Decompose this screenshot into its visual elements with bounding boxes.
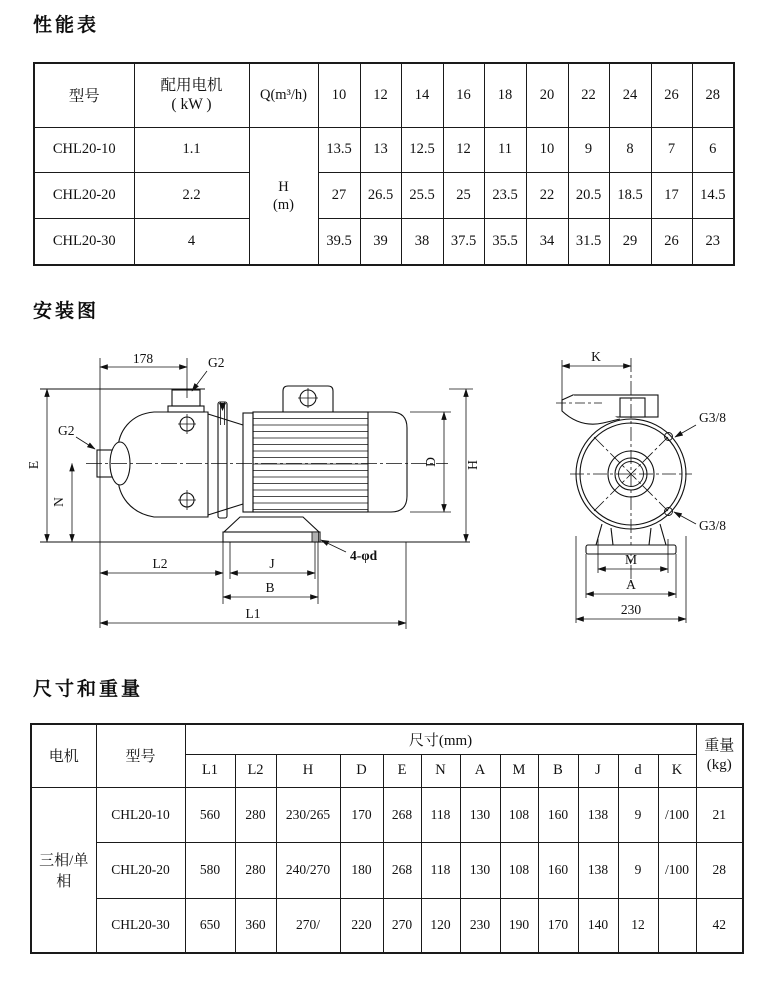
dims-value-cell: 138 xyxy=(578,842,618,898)
perf-value-cell: 12 xyxy=(443,127,484,172)
dims-value-cell: 118 xyxy=(421,842,460,898)
dims-value-cell: 170 xyxy=(340,787,383,842)
dims-col-header: B xyxy=(538,754,578,787)
dim-label-b: B xyxy=(265,580,275,595)
perf-header-flow-value: 18 xyxy=(484,63,526,127)
dims-weight-cell: 28 xyxy=(696,842,743,898)
perf-value-cell: 10 xyxy=(526,127,568,172)
plug-label-upper: G3/8 xyxy=(699,410,726,425)
dims-header-row-group xyxy=(31,724,743,754)
dims-value-cell: /100 xyxy=(658,842,696,898)
perf-value-cell: 17 xyxy=(651,172,692,218)
perf-value-cell: 7 xyxy=(651,127,692,172)
perf-head-line1: H xyxy=(278,178,289,195)
perf-value-cell: 38 xyxy=(401,218,443,265)
installation-drawing xyxy=(0,340,780,642)
perf-value-cell: 39.5 xyxy=(318,218,360,265)
dims-value-cell: 220 xyxy=(340,898,383,953)
dims-value-cell: /100 xyxy=(658,787,696,842)
perf-value-cell: 25 xyxy=(443,172,484,218)
port-label-g2-top: G2 xyxy=(208,355,225,370)
dims-value-cell: 138 xyxy=(578,787,618,842)
perf-value-cell: 39 xyxy=(360,218,401,265)
dim-label-k: K xyxy=(591,349,601,364)
side-view-drawing xyxy=(26,351,480,629)
dims-value-cell: 580 xyxy=(185,842,235,898)
dims-value-cell: 9 xyxy=(618,842,658,898)
side-dimension-lines xyxy=(47,358,473,629)
perf-value-cell: 22 xyxy=(526,172,568,218)
dim-label-n: N xyxy=(51,497,66,507)
perf-header-flow-value: 26 xyxy=(651,63,692,127)
table-row xyxy=(34,172,734,218)
dims-value-cell: 270/ xyxy=(276,898,340,953)
dims-value-cell: 360 xyxy=(235,898,276,953)
perf-value-cell: 37.5 xyxy=(443,218,484,265)
dim-label-h: H xyxy=(465,460,480,470)
perf-header-flow: Q(m³/h) xyxy=(249,63,318,127)
dims-model-cell: CHL20-30 xyxy=(96,898,185,953)
end-view-drawing xyxy=(556,349,726,623)
dimensions-table xyxy=(30,723,744,954)
perf-header-model: 型号 xyxy=(34,63,134,127)
dims-value-cell: 180 xyxy=(340,842,383,898)
perf-header-flow-value: 16 xyxy=(443,63,484,127)
dims-value-cell: 190 xyxy=(500,898,538,953)
perf-header-flow-value: 12 xyxy=(360,63,401,127)
dims-value-cell: 120 xyxy=(421,898,460,953)
perf-value-cell: 11 xyxy=(484,127,526,172)
dims-value-cell: 280 xyxy=(235,787,276,842)
installation-title: 安装图 xyxy=(33,301,100,322)
perf-value-cell: 14.5 xyxy=(692,172,734,218)
dims-weight-cell: 21 xyxy=(696,787,743,842)
plug-label-lower: G3/8 xyxy=(699,518,726,533)
perf-header-motor-line1: 配用电机 xyxy=(160,76,223,94)
dims-header-model: 型号 xyxy=(96,724,185,787)
perf-head-line2: (m) xyxy=(273,196,294,213)
dims-motor-type-cell: 三相/单相 xyxy=(31,787,96,953)
perf-header-motor-line2: ( kW ) xyxy=(171,96,212,114)
dims-value-cell: 268 xyxy=(383,842,421,898)
dims-col-header: L1 xyxy=(185,754,235,787)
perf-value-cell: 23.5 xyxy=(484,172,526,218)
dims-value-cell: 230/265 xyxy=(276,787,340,842)
perf-value-cell: 6 xyxy=(692,127,734,172)
perf-value-cell: 35.5 xyxy=(484,218,526,265)
dim-label-d: D xyxy=(423,457,438,467)
dims-value-cell: 268 xyxy=(383,787,421,842)
dims-header-weight-line2: (kg) xyxy=(706,756,732,773)
perf-value-cell: 34 xyxy=(526,218,568,265)
dims-value-cell: 240/270 xyxy=(276,842,340,898)
dims-col-header: L2 xyxy=(235,754,276,787)
dim-label-l1: L1 xyxy=(245,606,261,621)
perf-header-flow-value: 22 xyxy=(568,63,609,127)
support-foot xyxy=(223,517,320,542)
perf-head-merged-cell xyxy=(249,127,318,265)
dims-col-header: E xyxy=(383,754,421,787)
port-label-g2-suction: G2 xyxy=(58,423,75,438)
perf-model-cell: CHL20-20 xyxy=(34,172,134,218)
table-row xyxy=(31,898,743,953)
perf-value-cell: 13.5 xyxy=(318,127,360,172)
motor-fins xyxy=(253,419,368,510)
perf-header-flow-value: 20 xyxy=(526,63,568,127)
table-row xyxy=(34,218,734,265)
perf-header-flow-value: 14 xyxy=(401,63,443,127)
dims-value-cell: 130 xyxy=(460,842,500,898)
dims-value-cell: 118 xyxy=(421,787,460,842)
dims-header-size-group: 尺寸(mm) xyxy=(185,724,696,754)
perf-header-flow-value: 10 xyxy=(318,63,360,127)
perf-value-cell: 23 xyxy=(692,218,734,265)
dims-col-header: d xyxy=(618,754,658,787)
dims-value-cell: 140 xyxy=(578,898,618,953)
dim-label-m: M xyxy=(624,552,638,567)
dims-header-weight xyxy=(696,724,743,787)
dims-value-cell: 560 xyxy=(185,787,235,842)
dims-col-header: K xyxy=(658,754,696,787)
perf-value-cell: 12.5 xyxy=(401,127,443,172)
performance-table xyxy=(33,62,735,266)
table-row xyxy=(31,842,743,898)
pump-casing-outline xyxy=(97,390,208,517)
dims-header-weight-line1: 重量 xyxy=(704,738,735,754)
perf-power-cell: 4 xyxy=(134,218,249,265)
perf-value-cell: 26.5 xyxy=(360,172,401,218)
perf-power-cell: 1.1 xyxy=(134,127,249,172)
dims-col-header: M xyxy=(500,754,538,787)
perf-value-cell: 26 xyxy=(651,218,692,265)
perf-value-cell: 18.5 xyxy=(609,172,651,218)
dims-header-motor: 电机 xyxy=(31,724,96,787)
dims-weight-cell: 42 xyxy=(696,898,743,953)
perf-value-cell: 27 xyxy=(318,172,360,218)
dim-label-178: 178 xyxy=(132,351,154,366)
dim-label-a: A xyxy=(626,577,636,592)
perf-model-cell: CHL20-10 xyxy=(34,127,134,172)
table-row xyxy=(34,127,734,172)
dim-label-j: J xyxy=(269,556,275,571)
perf-value-cell: 29 xyxy=(609,218,651,265)
dims-value-cell: 130 xyxy=(460,787,500,842)
perf-value-cell: 9 xyxy=(568,127,609,172)
motor-body xyxy=(253,386,407,512)
dims-value-cell: 270 xyxy=(383,898,421,953)
motor-adapter xyxy=(208,413,253,515)
dims-model-cell: CHL20-10 xyxy=(96,787,185,842)
perf-value-cell: 20.5 xyxy=(568,172,609,218)
dims-value-cell: 160 xyxy=(538,842,578,898)
dims-value-cell xyxy=(658,898,696,953)
dims-col-header: N xyxy=(421,754,460,787)
perf-value-cell: 13 xyxy=(360,127,401,172)
perf-header-flow-value: 24 xyxy=(609,63,651,127)
dims-value-cell: 108 xyxy=(500,787,538,842)
perf-header-row xyxy=(34,63,734,127)
table-row xyxy=(31,787,743,842)
performance-title: 性能表 xyxy=(33,15,100,36)
bolt-callout-label: 4-φd xyxy=(350,548,378,563)
dims-value-cell: 160 xyxy=(538,787,578,842)
dims-value-cell: 108 xyxy=(500,842,538,898)
perf-value-cell: 25.5 xyxy=(401,172,443,218)
dims-col-header: H xyxy=(276,754,340,787)
dims-col-header: D xyxy=(340,754,383,787)
dims-col-header: A xyxy=(460,754,500,787)
dimensions-title: 尺寸和重量 xyxy=(33,679,144,700)
dims-value-cell: 230 xyxy=(460,898,500,953)
dim-label-e: E xyxy=(26,460,41,470)
dims-col-header: J xyxy=(578,754,618,787)
perf-header-flow-value: 28 xyxy=(692,63,734,127)
perf-header-motor xyxy=(134,63,249,127)
perf-power-cell: 2.2 xyxy=(134,172,249,218)
dims-value-cell: 650 xyxy=(185,898,235,953)
perf-model-cell: CHL20-30 xyxy=(34,218,134,265)
dim-label-230: 230 xyxy=(620,602,642,617)
dims-value-cell: 280 xyxy=(235,842,276,898)
dims-value-cell: 9 xyxy=(618,787,658,842)
dims-value-cell: 12 xyxy=(618,898,658,953)
dim-label-l2: L2 xyxy=(152,556,168,571)
dims-model-cell: CHL20-20 xyxy=(96,842,185,898)
perf-value-cell: 8 xyxy=(609,127,651,172)
perf-value-cell: 31.5 xyxy=(568,218,609,265)
dims-value-cell: 170 xyxy=(538,898,578,953)
